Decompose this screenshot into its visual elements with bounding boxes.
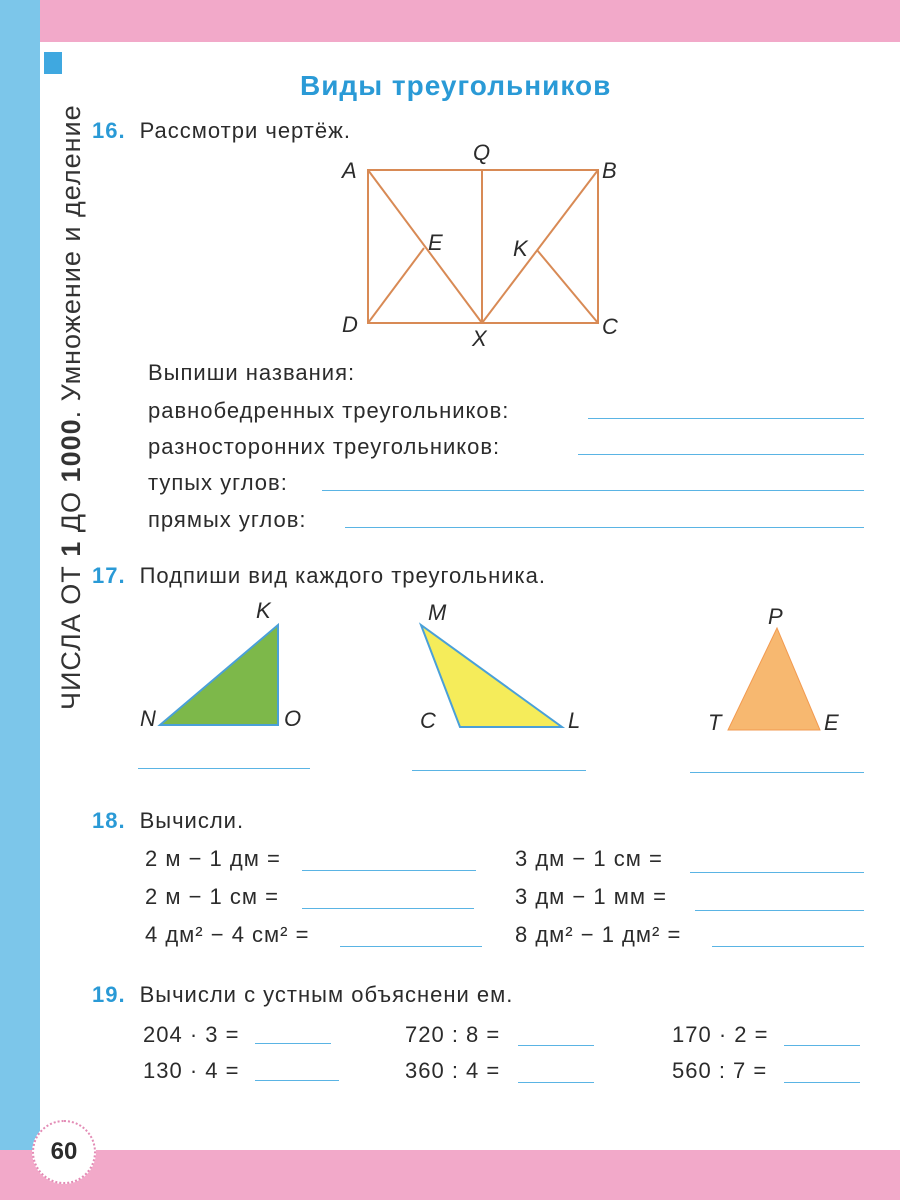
answer-line[interactable] [302,908,474,909]
expr: 4 дм² − 4 см² = [145,922,310,947]
answer-line[interactable] [588,418,864,419]
exercise-17: 17. Подпиши вид каждого треугольника. [92,563,546,588]
answer-line[interactable] [578,454,864,455]
point-d: D [342,312,358,337]
rectangle-drawing [368,170,598,323]
expr: 8 дм² − 1 дм² = [515,922,682,947]
point-e2: E [824,710,839,735]
label-scalene: разносторонних треугольников: [148,434,501,459]
answer-line[interactable] [322,490,864,491]
answer-line[interactable] [412,770,586,771]
answer-line[interactable] [518,1045,594,1046]
point-x: X [472,326,487,351]
answer-line[interactable] [695,910,864,911]
answer-line[interactable] [784,1045,860,1046]
triangle-mcl [421,625,562,727]
point-n: N [140,706,156,731]
answer-line[interactable] [518,1082,594,1083]
answer-line[interactable] [340,946,482,947]
point-p: P [768,604,783,629]
point-m: M [428,600,447,625]
expr: 130 · 4 = [143,1058,240,1083]
answer-line[interactable] [690,772,864,773]
point-c: C [602,314,618,339]
answer-line[interactable] [345,527,864,528]
point-k: K [513,236,528,261]
point-q: Q [473,140,491,165]
answer-line[interactable] [690,872,864,873]
answer-line[interactable] [255,1043,331,1044]
answer-line[interactable] [302,870,476,871]
point-l: L [568,708,581,733]
point-b: B [602,158,617,183]
label-obtuse: тупых углов: [148,470,288,495]
point-a: A [342,158,357,183]
chapter-label: ЧИСЛА ОТ 1 ДО 1000. Умножение и деление [56,104,86,710]
answer-line[interactable] [255,1080,339,1081]
expr: 3 дм − 1 мм = [515,884,667,909]
page-title: Виды треугольников [300,70,612,101]
expr: 3 дм − 1 см = [515,846,663,871]
answer-line[interactable] [712,946,864,947]
prompt: Выпиши названия: [148,360,356,385]
exercise-19: 19. Вычисли с устным объяснени ем. [92,982,514,1007]
label-isosceles: равнобедренных треугольников: [148,398,510,423]
exercise-18: 18. Вычисли. [92,808,245,833]
point-c2: C [420,708,436,733]
triangle-nok [160,625,278,725]
label-right: прямых углов: [148,507,307,532]
expr: 170 · 2 = [672,1022,769,1047]
page-number: 60 [32,1120,96,1184]
triangle-pte [728,628,820,730]
point-t: T [708,710,722,735]
answer-line[interactable] [784,1082,860,1083]
point-o: O [284,706,302,731]
expr: 204 · 3 = [143,1022,240,1047]
expr: 560 : 7 = [672,1058,768,1083]
exercise-16: 16. Рассмотри чертёж. [92,118,351,143]
expr: 360 : 4 = [405,1058,501,1083]
expr: 2 м − 1 см = [145,884,279,909]
answer-line[interactable] [138,768,310,769]
expr: 2 м − 1 дм = [145,846,281,871]
point-e: E [428,230,443,255]
expr: 720 : 8 = [405,1022,501,1047]
point-k2: K [256,598,271,623]
